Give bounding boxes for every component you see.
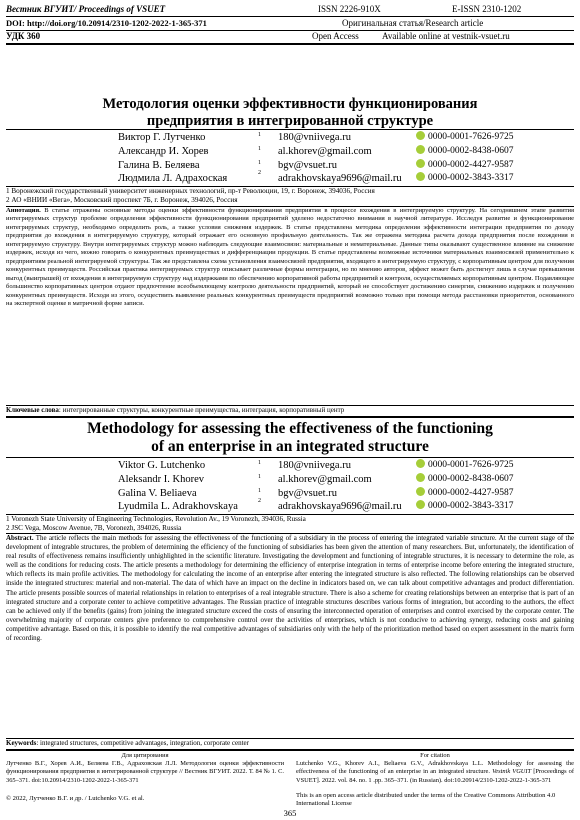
orcid-icon <box>416 500 425 509</box>
en-abstract <box>6 534 574 748</box>
orcid-icon <box>416 145 425 154</box>
en-affiliation-2: 2 JSC Vega, Moscow Avenue, 7B, Voronezh, 394026, Russia <box>6 524 182 532</box>
en-citation-heading: For citation <box>420 752 450 759</box>
ru-author-orcid[interactable] <box>416 159 514 172</box>
en-affiliation-1: 1 Voronezh State University of Engineering Technologies, Revolution Av., 19 Voronezh, 394036, Russia <box>6 515 306 523</box>
orcid-icon <box>416 131 425 140</box>
ru-author-orcid[interactable] <box>416 131 514 144</box>
en-title-line2: of an enterprise in an integrated structure <box>151 438 429 455</box>
en-author-email[interactable]: bgv@vsuet.ru <box>278 488 337 499</box>
en-author-email[interactable]: al.khorev@gmail.com <box>278 474 372 485</box>
udk: УДК 360 <box>6 31 41 41</box>
en-section-rule <box>6 749 574 751</box>
en-author-orcid[interactable] <box>416 459 514 472</box>
orcid-id: 0000-0002-4427-9587 <box>428 488 514 498</box>
ru-author-orcid[interactable] <box>416 145 514 158</box>
ru-title-rule <box>6 129 574 130</box>
orcid-id: 0000-0002-8438-0607 <box>428 146 514 156</box>
en-author-email[interactable]: adrakhovskaya9696@mail.ru <box>278 501 402 512</box>
orcid-id: 0000-0002-3843-3317 <box>428 501 514 511</box>
en-citation-text <box>296 760 574 785</box>
ru-author-orcid[interactable] <box>416 172 514 185</box>
en-keywords <box>6 739 574 748</box>
en-citation-journal: Vestnik VGUIT <box>492 768 532 776</box>
ru-keywords <box>6 406 574 415</box>
en-author-name: Aleksandr I. Khorev <box>118 474 205 485</box>
eissn: E-ISSN 2310-1202 <box>452 4 522 14</box>
ru-abstract-label: Аннотация. <box>6 207 41 214</box>
ru-abstract-text: В статье отражены основные методы оценки эффективности функционирования предприятия в процессе вхождения в интегрируемую структуру. На сегодняшнем этапе развития интегрируемых структур проблеме определения эффективности функционирования предприятий уделено недостаточно внимания в научной литературе. Исследуя развитие и функционирование интегрируемых структур, необходимо определить роль, а также условия снижения издержек. В статье представлена методика определения эффективности интеграции предприятия по доходу предприятия до вхождения в интегрируемую структуру, который отражает его основную профильную деятельность. Так же отражена методика расчета дохода предприятия после вхождения в интегрируемую структуру. Внутри интегрируемых структур можно наблюдать следующие взаимосвязи: материальные и нематериальные. Данные типы оказывают существенное влияние на снижение издержек, исходя из чего, можно говорить о конкурентных преимуществах и дифференциации продукции. В статье представлены возможные источники материальных взаимосвязей применительно к предприятиям реальной интегрируемой структуры. Так же представлена схема установления взаимосвязей предприятия, входящего в интегрируемую структуру, с корпоративным центром для получения конкурентных преимуществ. Российская практика интегрируемых структур описывает различные формы интеграции, но по мнению авторов, эффект может быть достигнут лишь в случае превышения выгод (выигрышей) от вхождения в интегрируемую структуру над издержками по обеспечению корпоративной работы предприятий и контроля, осуществляемых корпоративным центром. Подавляющее большинство корпоративных центров отдают предпочтение всеобъемлющему контролю деятельности предприятий, который не способствует достижению синергии, снижению издержек и получению конкурентных преимуществ. Исходя из этого, осуществить выявление реальных конкурентных преимуществ предприятий возможно только при помощи метода расстановки приоритетов, основанного на экспертной оценке в матричной форме записи. <box>6 207 574 307</box>
orcid-icon <box>416 459 425 468</box>
copyright: © 2022, Лутченко В.Г. и др. / Lutchenko V.G. et al. <box>6 795 145 802</box>
ru-abstract <box>6 207 574 415</box>
ru-title-line2: предприятия в интегрированной структуре <box>146 113 434 129</box>
open-access-label: Open Access <box>312 31 359 41</box>
orcid-id: 0000-0002-3843-3317 <box>428 173 514 183</box>
orcid-id: 0000-0002-4427-9587 <box>428 160 514 170</box>
en-abstract-text: The article reflects the main methods for assessing the effectiveness of the functioning of a subsidiary in the process of entering the integrated variable structure. At the current stage of the development of integrable structures, the problem of determining the efficiency of the functioning of subsidiaries has been given the attention of many researchers. But, unfortunately, the identification of real results of effectiveness remains insufficiently unhighlighted in the scientific literature. Investigating the development and functioning of integrable structures, it is necessary to determine the role, as well as the conditions for reducing costs. The article presents a methodology for determining the efficiency of enterprise integration in terms of enterprise income before entering the integrated structure, which reflects its main profile activities. The methodology for calculating the income of an enterprise after entering the integrated structure is also reflected. The following relationships can be observed inside the integrated structures: material and non-material. The data of which have an impact on the decline in indicators based on, we can talk about competitive advantages and product differentiation. The article presents possible sources of material relationships in relation to enterprises of a real integrable structure. There is also a scheme for creating relationships between an enterprise that is part of an integrated structure and a corporate center to achieve competitive advantages. The Russian practice of integrable structures describes various forms of integration, but according to the authors, the effect can be achieved only if the benefits (gains) from joining the integrated structure exceed the costs of ensuring the interconnected operation of enterprises and control exercised by the corporate center. The overwhelming majority of corporate centers give preference to comprehensive control over the activities of enterprises, which is not conducive to achieving synergy, reducing costs and gaining competitive advantage. Based on this, it is possible to identify the real competitive advantages of subsidiaries only with the help of the prioritization method based on expert assessment in the matrix form of recording. <box>6 534 574 643</box>
ru-title-line1: Методология оценки эффективности функционирования <box>102 96 478 112</box>
ru-author-name: Виктор Г. Лутченко <box>118 132 206 143</box>
en-keywords-label: Keywords <box>6 739 37 747</box>
available-online-link[interactable]: Available online at vestnik-vsuet.ru <box>382 31 510 41</box>
ru-keywords-label: Ключевые слова <box>6 406 59 414</box>
en-author-orcid[interactable] <box>416 487 514 500</box>
en-author-name: Viktor G. Lutchenko <box>118 460 206 471</box>
orcid-icon <box>416 159 425 168</box>
issn: ISSN 2226-910X <box>318 4 381 14</box>
ru-author-email[interactable]: 180@vniivega.ru <box>278 132 351 143</box>
license-notice[interactable]: This is an open access article distributed under the terms of the Creative Commons Attribution 4.0 International License <box>296 792 556 807</box>
en-author-orcid[interactable] <box>416 473 514 486</box>
header-rule-3 <box>6 43 574 45</box>
en-author-affil-sup: 1 <box>258 460 261 466</box>
orcid-id: 0000-0001-7626-9725 <box>428 460 514 470</box>
ru-author-affil-sup: 1 <box>258 132 261 138</box>
ru-citation-text: Лутченко В.Г., Хорев А.И., Беляева Г.В., Адраховская Л.Л. Методология оценки эффективности функционирования предприятия в интегрированной структуре // Вестник ВГУИТ. 2022. Т. 84 № 1. С. 365–371. doi:10.20914/2310-1202-2022-1-365-371 <box>6 760 284 784</box>
ru-author-email[interactable]: al.khorev@gmail.com <box>278 146 372 157</box>
en-author-affil-sup: 1 <box>258 488 261 494</box>
en-author-affil-sup: 2 <box>258 498 261 504</box>
ru-author-name: Людмила Л. Адрахоская <box>118 173 228 184</box>
orcid-icon <box>416 487 425 496</box>
article-type: Оригинальная статья/Research article <box>342 18 484 28</box>
ru-affiliation-2: 2 АО «ВНИИ «Вега», Московский проспект 7Б, г. Воронеж, 394026, Россия <box>6 196 238 204</box>
header-rule <box>6 16 574 17</box>
ru-author-email[interactable]: bgv@vsuet.ru <box>278 160 337 171</box>
en-title-rule <box>6 457 574 458</box>
en-abstract-label: Abstract. <box>6 534 34 542</box>
ru-author-affil-sup: 1 <box>258 146 261 152</box>
orcid-id: 0000-0002-8438-0607 <box>428 474 514 484</box>
ru-author-affil-sup: 1 <box>258 160 261 166</box>
ru-citation-heading: Для цитирования <box>121 752 169 759</box>
orcid-icon <box>416 172 425 181</box>
en-author-affil-sup: 1 <box>258 474 261 480</box>
orcid-id: 0000-0001-7626-9725 <box>428 132 514 142</box>
en-citation-part: [Proceedings of VSUET]. 2022. vol. 84. no. 1 .pp. 365–371. (in Russian). doi:10.20914/2310-1202-2022-1-365-371 <box>296 768 575 784</box>
doi-link[interactable]: DOI: http://doi.org/10.20914/2310-1202-2022-1-365-371 <box>6 18 207 28</box>
ru-affiliation-1: 1 Воронежский государственный университет инженерных технологий, пр-т Революции, 19, г. Воронеж, 394036, Россия <box>6 187 375 195</box>
ru-author-email[interactable]: adrakhovskaya9696@mail.ru <box>278 173 402 184</box>
en-keywords-text: : integrated structures, competitive advantages, integration, corporate center <box>36 739 249 747</box>
journal-name: Вестник ВГУИТ/ Proceedings of VSUET <box>6 4 166 14</box>
en-citation-part: Lutchenko V.G., Khorev A.I., Beliaeva G.V., Adrakhovskaya L.L. Methodology for assessing the effectiveness of the functioning of an enterprise in an integrated structure. <box>296 760 574 776</box>
ru-author-name: Галина В. Беляева <box>118 160 200 171</box>
en-author-name: Galina V. Beliaeva <box>118 488 197 499</box>
en-title-line1: Methodology for assessing the effectiveness of the functioning <box>87 420 493 437</box>
orcid-icon <box>416 473 425 482</box>
ru-section-rule <box>6 416 574 418</box>
ru-keywords-text: : интегрированные структуры, конкурентные преимущества, интеграция, корпоративный центр <box>58 406 345 414</box>
ru-author-name: Александр И. Хорев <box>118 146 209 157</box>
en-author-orcid[interactable] <box>416 500 514 513</box>
en-author-email[interactable]: 180@vniivega.ru <box>278 460 351 471</box>
page-number: 365 <box>283 808 297 818</box>
ru-author-affil-sup: 2 <box>258 170 261 176</box>
en-author-name: Lyudmila L. Adrakhovskaya <box>118 501 238 512</box>
